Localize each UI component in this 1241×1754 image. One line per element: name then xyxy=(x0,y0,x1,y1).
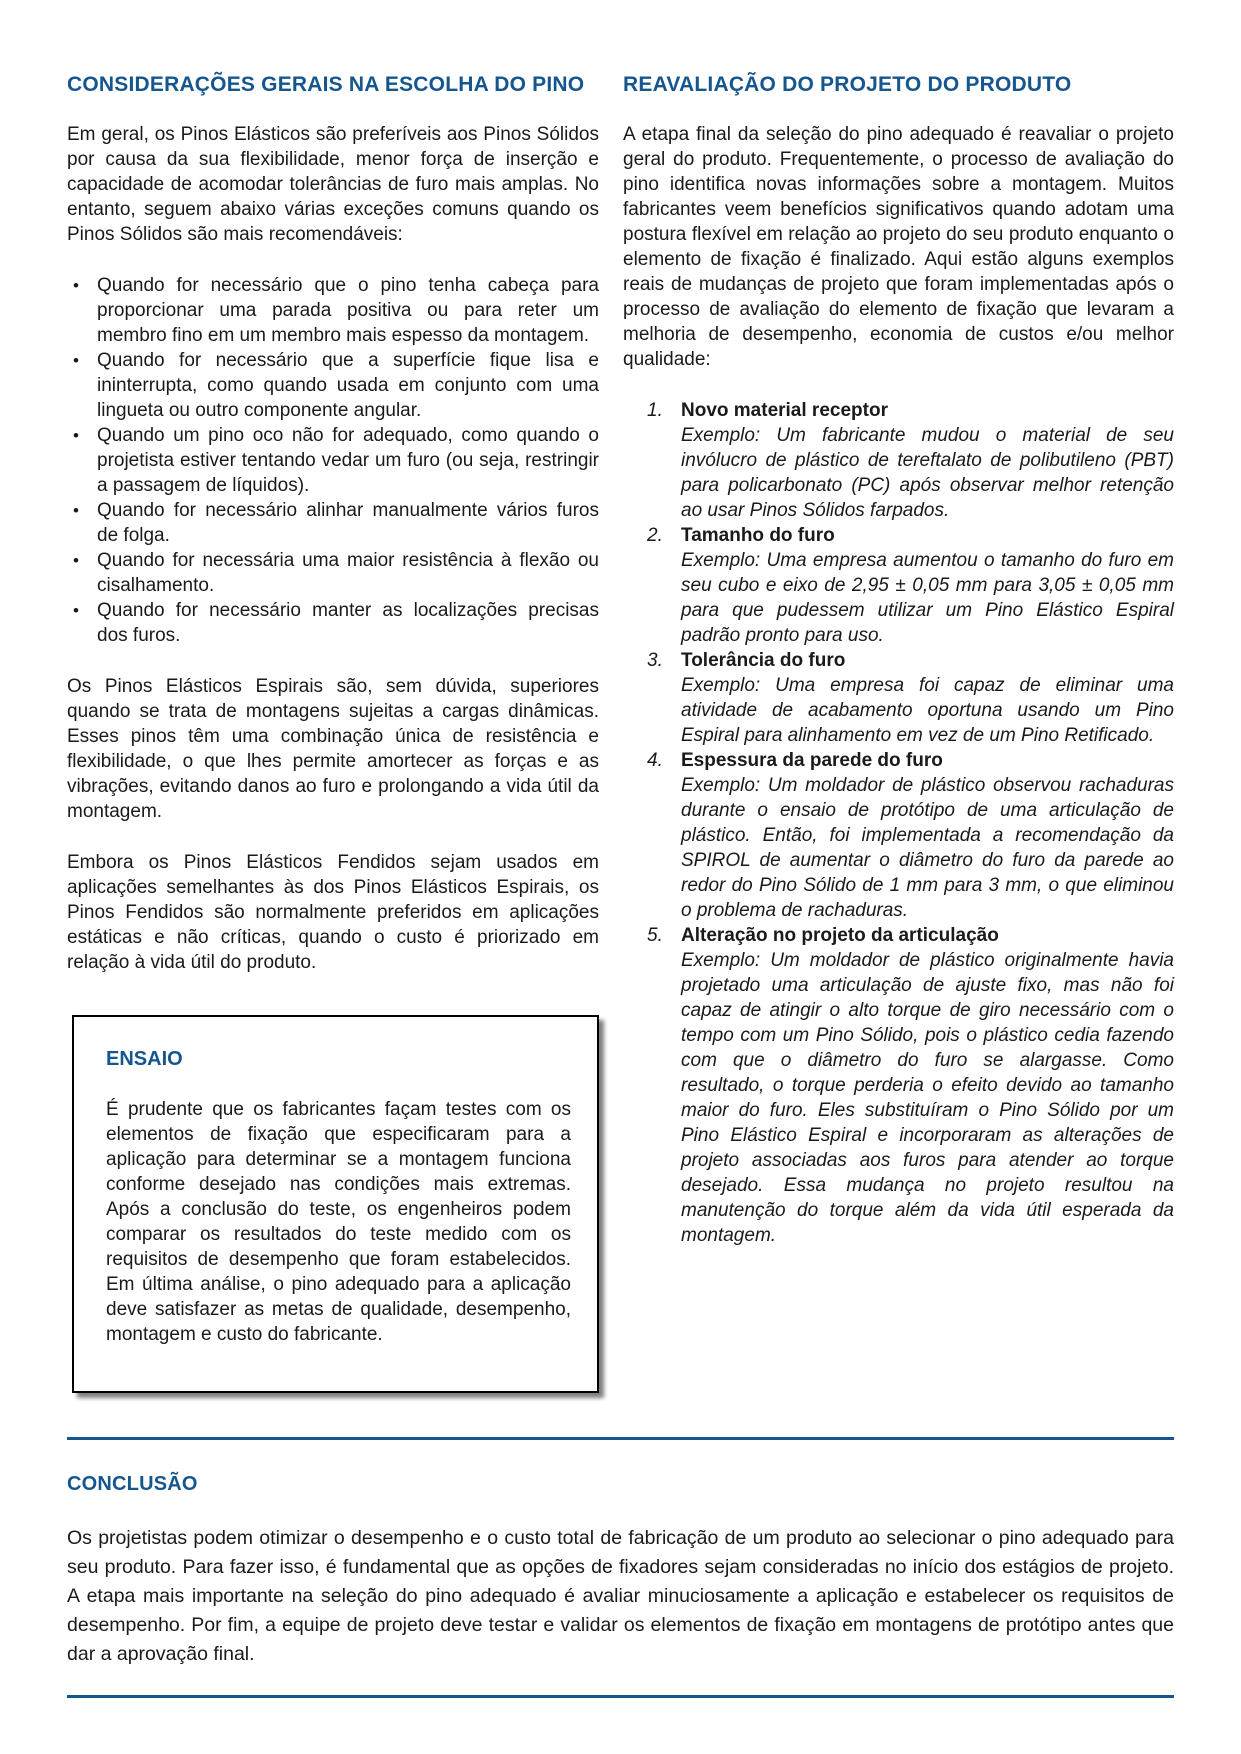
bullet-text: Quando um pino oco não for adequado, como quando o projetista estiver tentando vedar um furo (ou seja, restringir a passagem de líquidos). xyxy=(97,425,599,496)
list-item-example: Exemplo: Um fabricante mudou o material de seu invólucro de plástico de tereftalato de polibutileno (PBT) para policarbonato (PC) após observar melhor retenção ao usar Pinos Sólidos farpados. xyxy=(681,425,1174,521)
bullet-text: Quando for necessária uma maior resistência à flexão ou cisalhamento. xyxy=(97,550,599,596)
bullet-text: Quando for necessário que a superfície fique lisa e ininterrupta, como quando usada em conjunto com uma lingueta ou outro componente angular. xyxy=(97,350,599,421)
bullet-item xyxy=(67,348,599,423)
list-item xyxy=(623,398,1174,523)
bullet-marker: • xyxy=(73,601,79,620)
bullet-item xyxy=(67,498,599,548)
coiled-pins-paragraph: Os Pinos Elásticos Espirais são, sem dúvida, superiores quando se trata de montagens sujeitas a cargas dinâmicas. Esses pinos têm uma combinação única de resistência e flexibilidade, o que lhes permite amortecer as forças e as vibrações, evitando danos ao furo e prolongando a vida útil da montagem. xyxy=(67,676,599,822)
bullet-item xyxy=(67,423,599,498)
bullet-marker: • xyxy=(73,501,79,520)
bullet-text: Quando for necessário alinhar manualmente vários furos de folga. xyxy=(97,500,599,546)
list-item-number: 5. xyxy=(647,925,663,946)
bullet-item xyxy=(67,548,599,598)
list-item-number: 2. xyxy=(647,525,663,546)
list-item-title: Alteração no projeto da articulação xyxy=(681,925,999,946)
right-column xyxy=(623,72,1174,1248)
bullet-text: Quando for necessário manter as localizações precisas dos furos. xyxy=(97,600,599,646)
ensaio-box-title: ENSAIO xyxy=(106,1048,183,1070)
bullet-item xyxy=(67,598,599,648)
exceptions-bullet-list xyxy=(67,273,599,648)
slotted-pins-paragraph: Embora os Pinos Elásticos Fendidos sejam usados em aplicações semelhantes às dos Pinos Elásticos Espirais, os Pinos Fendidos são normalmente preferidos em aplicações estáticas e não críticas, quando o custo é priorizado em relação à vida útil do produto. xyxy=(67,852,599,973)
bullet-item xyxy=(67,273,599,348)
left-intro-paragraph: Em geral, os Pinos Elásticos são preferíveis aos Pinos Sólidos por causa da sua flexibilidade, menor força de inserção e capacidade de acomodar tolerâncias de furo mais amplas. No entanto, seguem abaixo várias exceções comuns quando os Pinos Sólidos são mais recomendáveis: xyxy=(67,124,599,245)
list-item-title: Tamanho do furo xyxy=(681,525,835,546)
bullet-marker: • xyxy=(73,551,79,570)
bullet-marker: • xyxy=(73,276,79,295)
list-item-number: 4. xyxy=(647,750,663,771)
list-item-title: Tolerância do furo xyxy=(681,650,846,671)
list-item-number: 1. xyxy=(647,400,663,421)
list-item-title: Espessura da parede do furo xyxy=(681,750,943,771)
conclusion-paragraph: Os projetistas podem otimizar o desempenho e o custo total de fabricação de um produto ao selecionar o pino adequado para seu produto. Para fazer isso, é fundamental que as opções de fixadores sejam consideradas no início dos estágios de projeto. A etapa mais importante na seleção do pino adequado é avaliar minuciosamente a aplicação e estabelecer os requisitos de desempenho. Por fim, a equipe de projeto deve testar e validar os elementos de fixação em montagens de protótipo antes que dar a aprovação final. xyxy=(67,1527,1174,1665)
list-item xyxy=(623,748,1174,923)
ensaio-box-body: É prudente que os fabricantes façam testes com os elementos de fixação que especificaram para a aplicação para determinar se a montagem funciona conforme desejado nas condições mais extremas. Após a conclusão do teste, os engenheiros podem comparar os resultados do teste medido com os requisitos de desempenho que foram estabelecidos. Em última análise, o pino adequado para a aplicação deve satisfazer as metas de qualidade, desempenho, montagem e custo do fabricante. xyxy=(106,1099,571,1345)
ensaio-box xyxy=(72,1015,599,1393)
bullet-marker: • xyxy=(73,351,79,370)
left-column-heading: CONSIDERAÇÕES GERAIS NA ESCOLHA DO PINO xyxy=(67,73,585,96)
list-item xyxy=(623,923,1174,1248)
list-item-number: 3. xyxy=(647,650,663,671)
right-column-heading: REAVALIAÇÃO DO PROJETO DO PRODUTO xyxy=(623,73,1072,96)
list-item xyxy=(623,523,1174,648)
horizontal-divider xyxy=(67,1695,1174,1698)
bullet-text: Quando for necessário que o pino tenha cabeça para proporcionar uma parada positiva ou para reter um membro fino em um membro mais espesso da montagem. xyxy=(97,275,599,346)
horizontal-divider xyxy=(67,1437,1174,1440)
bullet-marker: • xyxy=(73,426,79,445)
list-item-example: Exemplo: Um moldador de plástico originalmente havia projetado uma articulação de ajuste fixo, mas não foi capaz de atingir o alto torque de giro necessário com o tempo com um Pino Sólido, pois o plástico cedia fazendo com que o diâmetro do furo se alargasse. Como resultado, o torque perderia o efeito devido ao tamanho maior do furo. Eles substituíram o Pino Sólido por um Pino Elástico Espiral e incorporaram as alterações de projeto associadas aos furos para atender ao torque desejado. Essa mudança no projeto resultou na manutenção do torque além da vida útil esperada da montagem. xyxy=(681,950,1174,1246)
list-item-example: Exemplo: Uma empresa foi capaz de eliminar uma atividade de acabamento oportuna usando um Pino Espiral para alinhamento em vez de um Pino Retificado. xyxy=(681,675,1174,746)
list-item-title: Novo material receptor xyxy=(681,400,888,421)
design-change-list xyxy=(623,398,1174,1248)
right-intro-paragraph: A etapa final da seleção do pino adequado é reavaliar o projeto geral do produto. Frequentemente, o processo de avaliação do pino identifica novas informações sobre a montagem. Muitos fabricantes veem benefícios significativos quando adotam uma postura flexível em relação ao projeto do seu produto enquanto o elemento de fixação é finalizado. Aqui estão alguns exemplos reais de mudanças de projeto que foram implementadas após o processo de avaliação do elemento de fixação que levaram a melhoria de desempenho, economia de custos e/ou melhor qualidade: xyxy=(623,124,1174,370)
conclusion-heading: CONCLUSÃO xyxy=(67,1473,198,1495)
two-column-layout xyxy=(67,72,1174,1393)
list-item-example: Exemplo: Uma empresa aumentou o tamanho do furo em seu cubo e eixo de 2,95 ± 0,05 mm para 3,05 ± 0,05 mm para que pudessem utilizar um Pino Elástico Espiral padrão pronto para uso. xyxy=(681,550,1174,646)
list-item-example: Exemplo: Um moldador de plástico observou rachaduras durante o ensaio de protótipo de uma articulação de plástico. Então, foi implementada a recomendação da SPIROL de aumentar o diâmetro do furo da parede ao redor do Pino Sólido de 1 mm para 3 mm, o que eliminou o problema de rachaduras. xyxy=(681,775,1174,921)
left-column xyxy=(67,72,599,1393)
list-item xyxy=(623,648,1174,748)
